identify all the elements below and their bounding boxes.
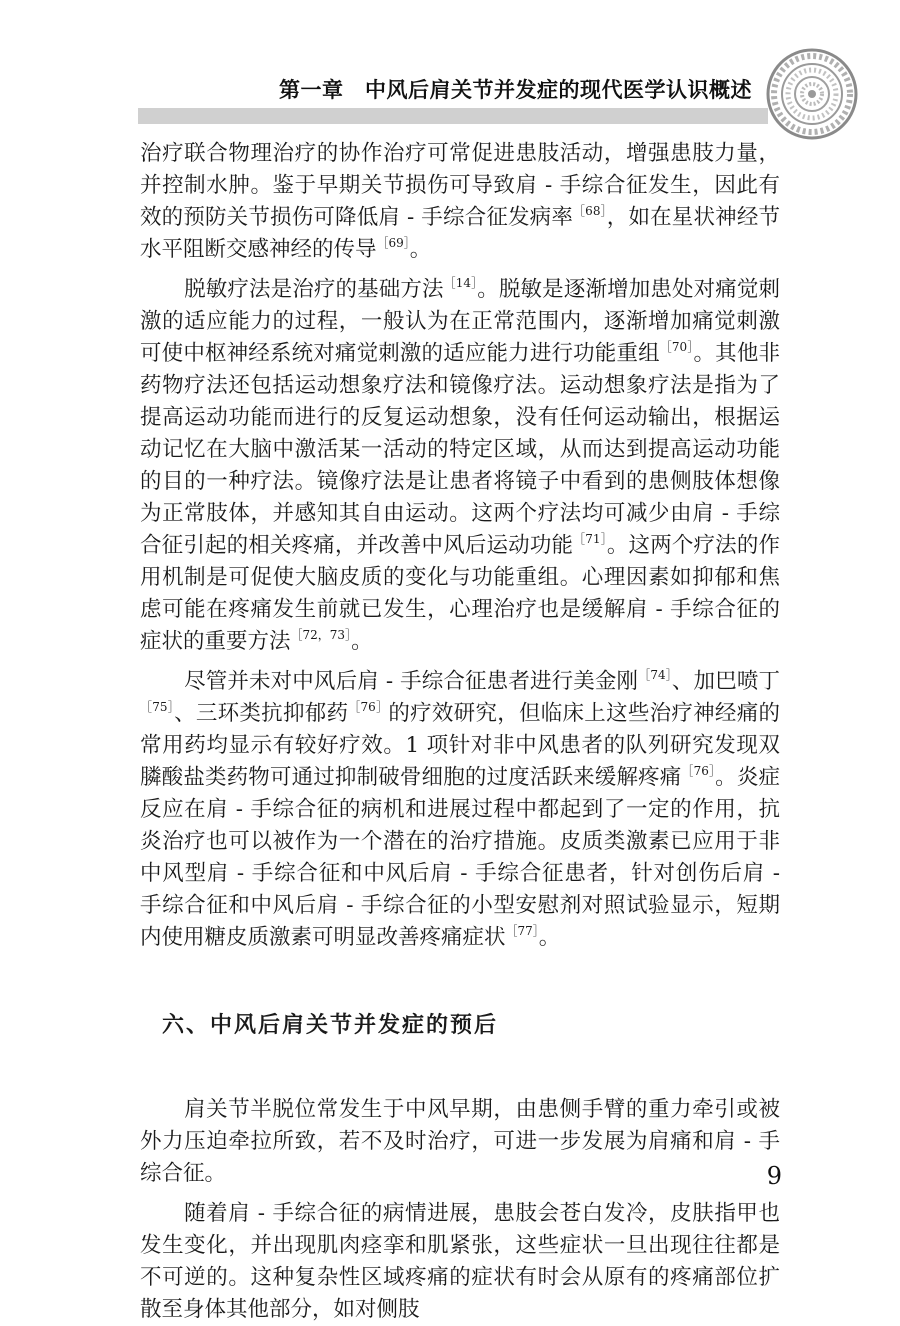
chapter-title: 第一章 中风后肩关节并发症的现代医学认识概述	[279, 78, 752, 102]
citation: ［68］	[573, 204, 607, 218]
paragraph: 治疗联合物理治疗的协作治疗可常促进患肢活动，增强患肢力量，并控制水肿。鉴于早期关节损伤可导致肩 - 手综合征发生，因此有效的预防关节损伤可降低肩 - 手综合征发病率$^{[68]}$，如在星状神经节水平阻断交感神经的传导$^{[69]}$。	[140, 141, 780, 262]
citation: ［14］	[443, 276, 478, 290]
citation: ［71］	[573, 532, 607, 546]
citation: ［74］	[638, 668, 672, 682]
paragraph: 脱敏疗法是治疗的基础方法$^{[14]}$。脱敏是逐渐增加患处对痛觉刺激的适应能力的过程，一般认为在正常范围内，逐渐增加痛觉刺激可使中枢神经系统对痛觉刺激的适应能力进行功能重组$^{[70]}$。其他非药物疗法还包括运动想象疗法和镜像疗法。运动想象疗法是指为了提高运动功能而进行的反复运动想象，没有任何运动输出，根据运动记忆在大脑中激活某一活动的特定区域，从而达到提高运动功能的目的一种疗法。镜像疗法是让患者将镜子中看到的患侧肢体想像为正常肢体，并感知其自由运动。这两个疗法均可减少由肩 - 手综合征引起的相关疼痛，并改善中风后运动功能$^{[71]}$。这两个疗法的作用机制是可促使大脑皮质的变化与功能重组。心理因素如抑郁和焦虑可能在疼痛发生前就已发生，心理治疗也是缓解肩 - 手综合征的症状的重要方法$^{[72,73]}$。	[140, 276, 780, 654]
citation: ［77］	[505, 924, 539, 938]
page-header	[0, 0, 900, 140]
citation: ［76］	[348, 700, 389, 714]
page-number: 9	[766, 1162, 782, 1190]
page-body	[140, 138, 780, 1326]
paragraph: 随着肩 - 手综合征的病情进展，患肢会苍白发冷，皮肤指甲也发生变化，并出现肌肉痉挛和肌紧张，这些症状一旦出现往往都是不可逆的。这种复杂性区域疼痛的症状有时会从原有的疼痛部位扩散至身体其他部分，如对侧肢	[140, 1201, 780, 1322]
citation: ［76］	[681, 764, 716, 778]
paragraph: 肩关节半脱位常发生于中风早期，由患侧手臂的重力牵引或被外力压迫牵拉所致，若不及时治疗，可进一步发展为肩痛和肩 - 手综合征。	[140, 1097, 780, 1186]
citation: ［70］	[659, 340, 694, 354]
citation: ［72，73］	[290, 628, 352, 642]
citation: ［75］	[140, 700, 175, 714]
header-bar	[138, 108, 768, 124]
citation: ［69］	[376, 236, 410, 250]
section-heading: 六、中风后肩关节并发症的预后	[162, 1013, 499, 1038]
decorative-emblem-icon	[764, 46, 860, 142]
paragraph: 尽管并未对中风后肩 - 手综合征患者进行美金刚$^{[74]}$、加巴喷丁$^{[75]}$、三环类抗抑郁药$^{[76]}$的疗效研究，但临床上这些治疗神经痛的常用药均显示有较好疗效。1 项针对非中风患者的队列研究发现双膦酸盐类药物可通过抑制破骨细胞的过度活跃来缓解疼痛$^{[76]}$。炎症反应在肩 - 手综合征的病机和进展过程中都起到了一定的作用，抗炎治疗也可以被作为一个潜在的治疗措施。皮质类激素已应用于非中风型肩 - 手综合征和中风后肩 - 手综合征患者，针对创伤后肩 - 手综合征和中风后肩 - 手综合征的小型安慰剂对照试验显示，短期内使用糖皮质激素可明显改善疼痛症状$^{[77]}$。	[140, 668, 780, 950]
